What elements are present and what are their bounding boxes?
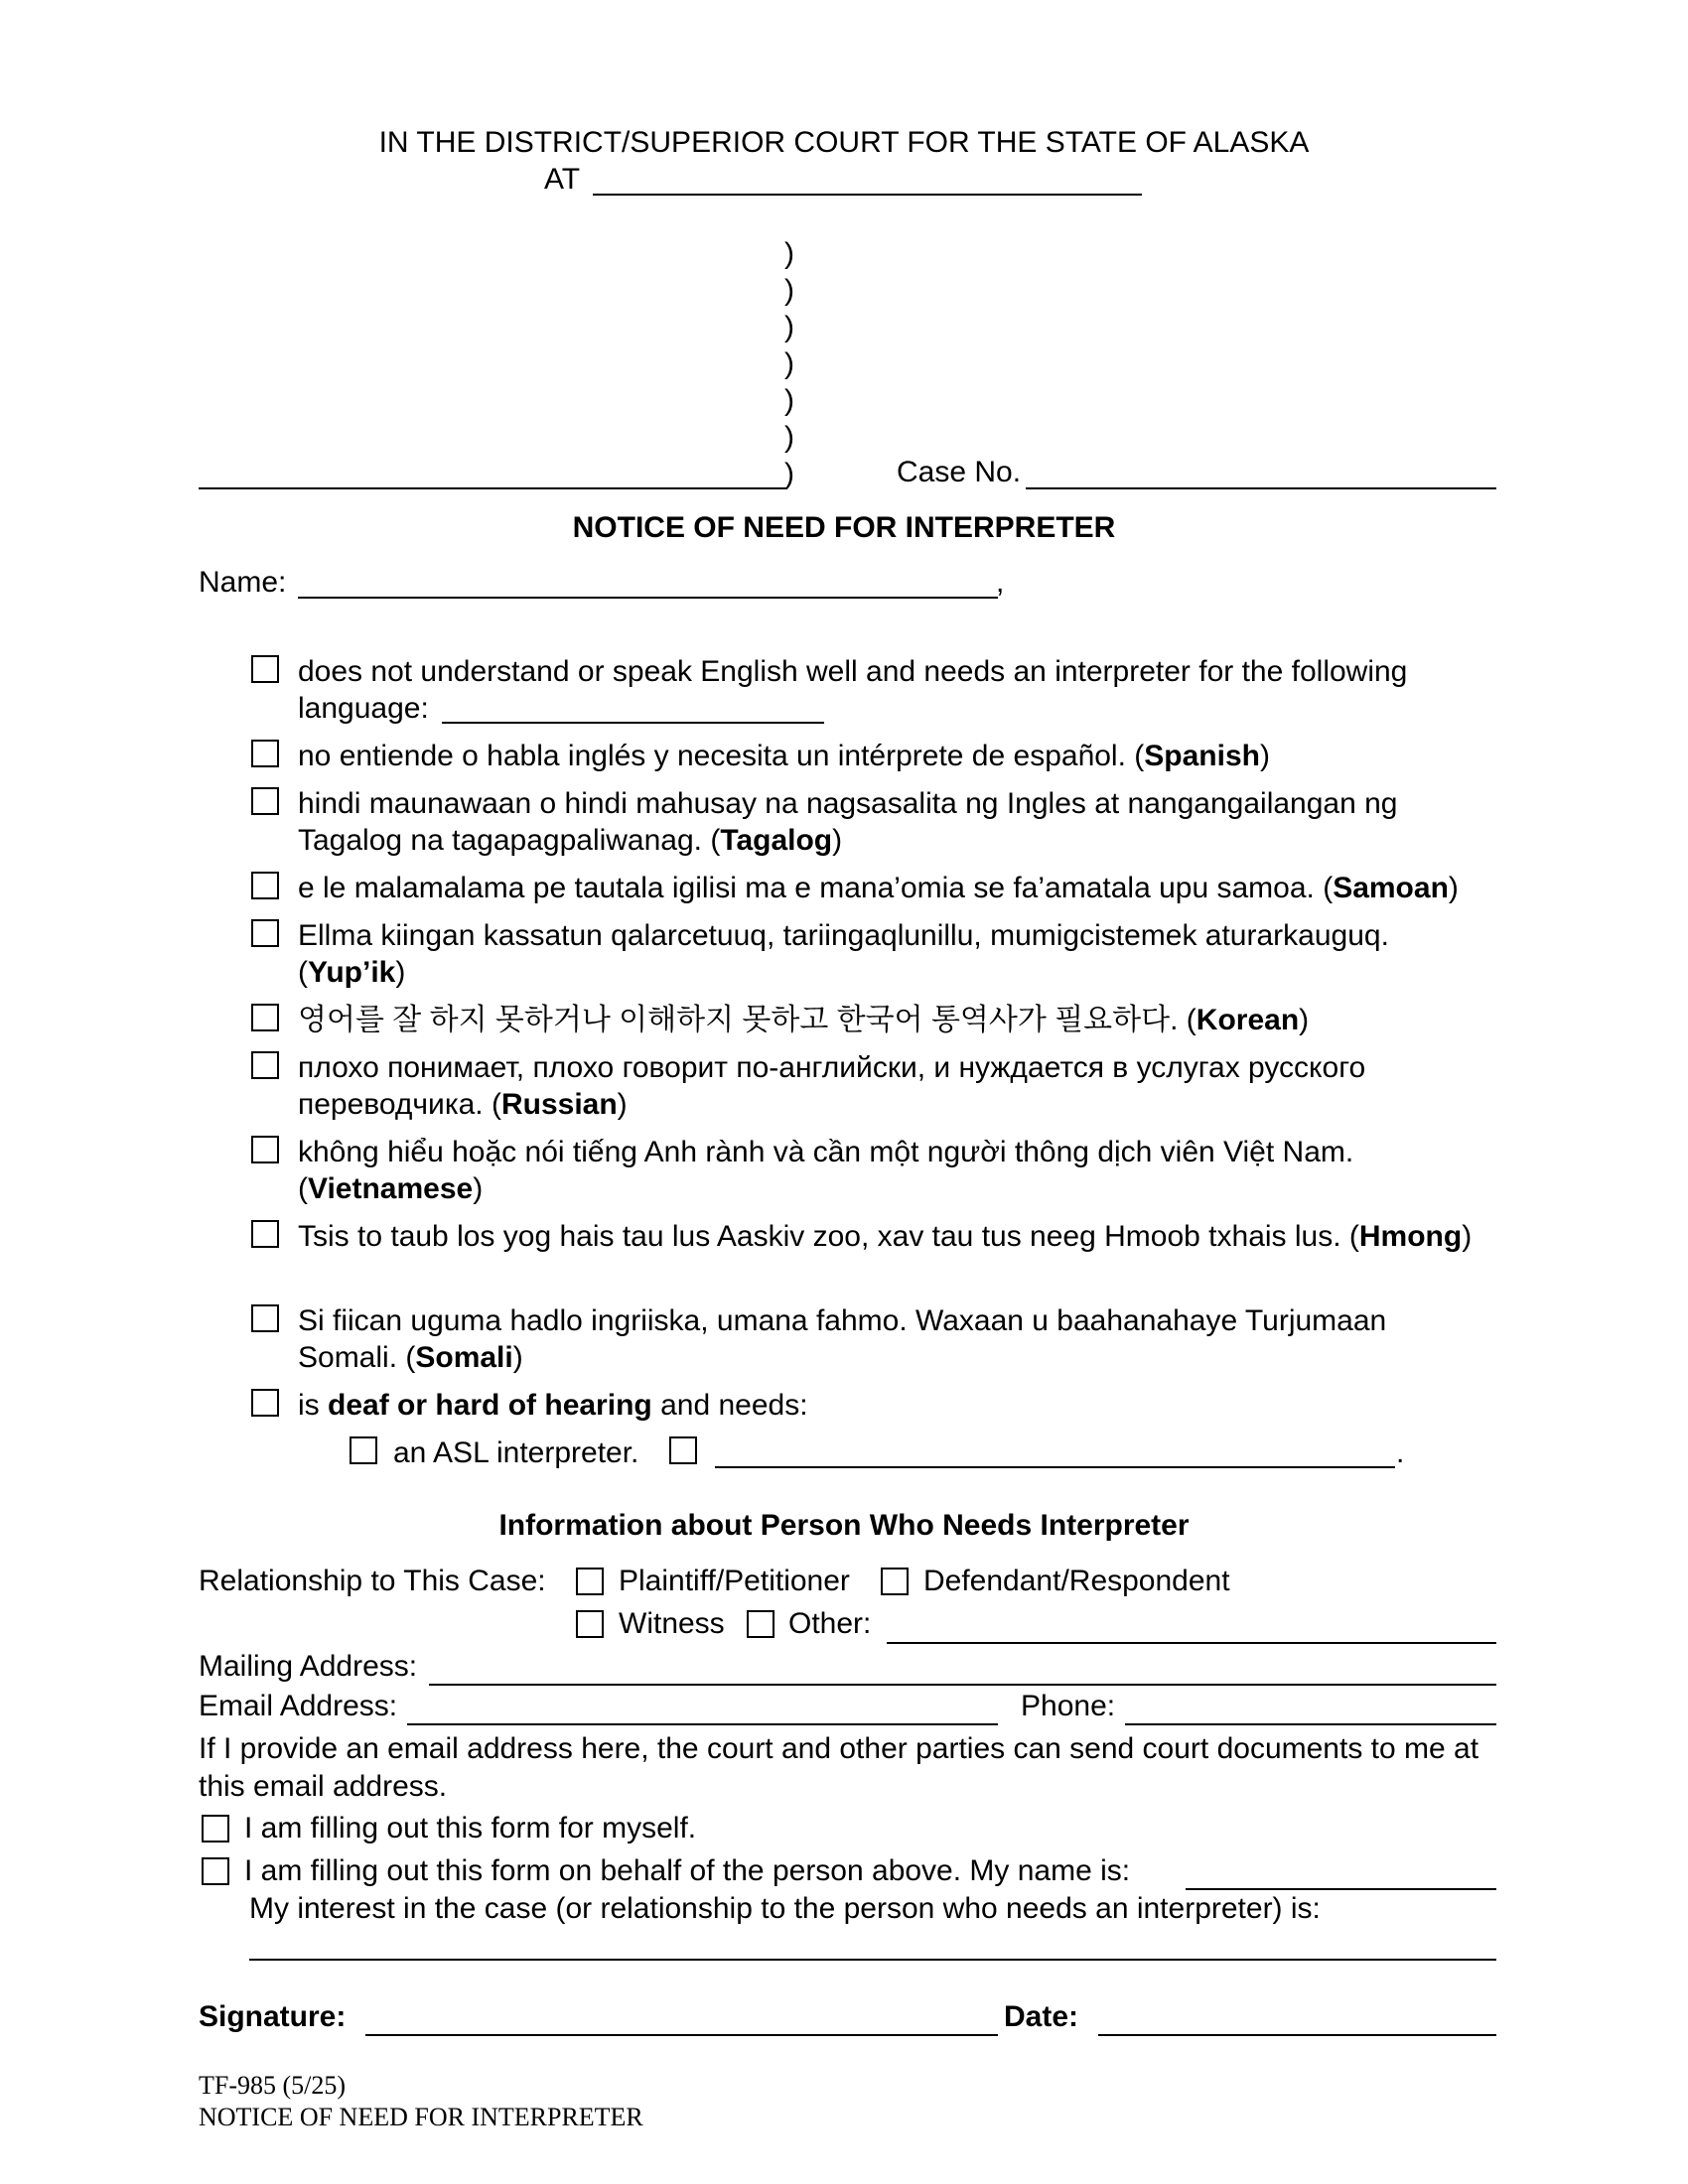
court-title: IN THE DISTRICT/SUPERIOR COURT FOR THE STATE OF ALASKA: [378, 126, 1310, 159]
caption-paren: ): [784, 384, 794, 417]
date-line[interactable]: [1098, 2034, 1496, 2036]
yupik-checkbox[interactable]: [251, 919, 279, 947]
form-code: TF-985 (5/25): [199, 2071, 347, 2100]
russian-option: плохо понимает, плохо говорит по-английски, и нуждается в услугах русского переводчика. (Russian): [298, 1051, 1366, 1121]
other-accommodation-checkbox[interactable]: [669, 1436, 697, 1464]
behalf-label: I am filling out this form on behalf of the person above. My name is:: [244, 1854, 1131, 1887]
caption-paren: ): [784, 311, 794, 343]
vietnamese-checkbox[interactable]: [251, 1136, 279, 1163]
at-label: AT: [544, 163, 581, 196]
other-relationship-line[interactable]: [887, 1642, 1496, 1644]
samoan-checkbox[interactable]: [251, 872, 279, 899]
relationship-label: Relationship to This Case:: [199, 1565, 546, 1597]
email-line[interactable]: [407, 1723, 998, 1725]
hmong-option: Tsis to taub los yog hais tau lus Aaskiv zoo, xav tau tus neeg Hmoob txhais lus. (Hmong): [298, 1220, 1473, 1253]
vietnamese-option: không hiểu hoặc nói tiếng Anh rành và cần một người thông dịch viên Việt Nam. (Vietnamese): [298, 1136, 1354, 1205]
form-footer-name: NOTICE OF NEED FOR INTERPRETER: [199, 2103, 643, 2131]
witness-label: Witness: [619, 1607, 725, 1640]
mailing-address-line[interactable]: [429, 1684, 1496, 1686]
tagalog-option: hindi maunawaan o hindi mahusay na nagsasalita ng Ingles at nangangailangan ng Tagalog na tagapagpaliwanag. (Tagalog): [298, 787, 1398, 857]
case-no-label: Case No.: [897, 456, 1022, 488]
case-no-line[interactable]: [1026, 487, 1496, 489]
deaf-checkbox[interactable]: [251, 1389, 279, 1417]
phone-line[interactable]: [1125, 1723, 1496, 1725]
caption-paren: ): [784, 421, 794, 454]
self-label: I am filling out this form for myself.: [244, 1812, 697, 1844]
caption-paren: ): [784, 347, 794, 380]
defendant-checkbox[interactable]: [881, 1568, 909, 1595]
asl-checkbox[interactable]: [350, 1436, 377, 1464]
samoan-option: e le malamalama pe tautala igilisi ma e mana’omia se fa’amatala upu samoa. (Samoan): [298, 872, 1459, 904]
court-location-line[interactable]: [593, 194, 1142, 196]
interest-line[interactable]: [249, 1959, 1496, 1961]
korean-checkbox[interactable]: [251, 1004, 279, 1031]
somali-checkbox[interactable]: [251, 1304, 279, 1332]
email-label: Email Address:: [199, 1690, 398, 1722]
spanish-option: no entiende o habla inglés y necesita un intérprete de español. (Spanish): [298, 740, 1270, 772]
deaf-option: is deaf or hard of hearing and needs:: [298, 1389, 808, 1422]
date-label: Date:: [1004, 2000, 1079, 2033]
caption-paren: ): [784, 458, 794, 490]
phone-label: Phone:: [1021, 1690, 1116, 1722]
party-name-line[interactable]: [199, 487, 786, 489]
other-language-option: does not understand or speak English well and needs an interpreter for the following language:: [298, 655, 1408, 725]
interest-label: My interest in the case (or relationship to the person who needs an interpreter) is:: [249, 1892, 1321, 1925]
hmong-checkbox[interactable]: [251, 1220, 279, 1248]
signature-label: Signature:: [199, 2000, 347, 2033]
caption-paren: ): [784, 237, 794, 270]
form-title: NOTICE OF NEED FOR INTERPRETER: [572, 511, 1116, 544]
other-relationship-label: Other:: [788, 1607, 872, 1640]
somali-option: Si fiican uguma hadlo ingriiska, umana fahmo. Waxaan u baahanahaye Turjumaan Somali. (Somali): [298, 1304, 1387, 1374]
korean-option: 영어를 잘 하지 못하거나 이해하지 못하고 한국어 통역사가 필요하다. (Korean): [298, 1004, 1310, 1036]
mailing-label: Mailing Address:: [199, 1650, 418, 1683]
caption-paren: ): [784, 274, 794, 307]
name-comma: ,: [996, 566, 1005, 599]
other-accommodation-period: .: [1396, 1436, 1405, 1469]
behalf-checkbox[interactable]: [202, 1857, 229, 1885]
name-line[interactable]: [298, 597, 998, 599]
plaintiff-label: Plaintiff/Petitioner: [619, 1565, 850, 1597]
other-language-line[interactable]: [442, 722, 824, 724]
yupik-option: Ellma kiingan kassatun qalarcetuuq, tariingaqlunillu, mumigcistemek aturarkauguq. (Yup’ik): [298, 919, 1389, 989]
email-notice: If I provide an email address here, the court and other parties can send court documents to me at this email address.: [199, 1732, 1479, 1803]
russian-checkbox[interactable]: [251, 1051, 279, 1079]
preparer-name-line[interactable]: [1186, 1888, 1496, 1890]
defendant-label: Defendant/Respondent: [923, 1565, 1230, 1597]
witness-checkbox[interactable]: [576, 1610, 604, 1638]
name-label: Name:: [199, 566, 287, 599]
plaintiff-checkbox[interactable]: [576, 1568, 604, 1595]
other-language-checkbox[interactable]: [251, 655, 279, 683]
signature-line[interactable]: [365, 2034, 998, 2036]
asl-label: an ASL interpreter.: [393, 1436, 639, 1469]
tagalog-checkbox[interactable]: [251, 787, 279, 815]
self-checkbox[interactable]: [202, 1815, 229, 1843]
spanish-checkbox[interactable]: [251, 740, 279, 767]
other-relationship-checkbox[interactable]: [747, 1610, 774, 1638]
info-heading: Information about Person Who Needs Interpreter: [498, 1509, 1190, 1542]
other-accommodation-line[interactable]: [715, 1466, 1395, 1468]
